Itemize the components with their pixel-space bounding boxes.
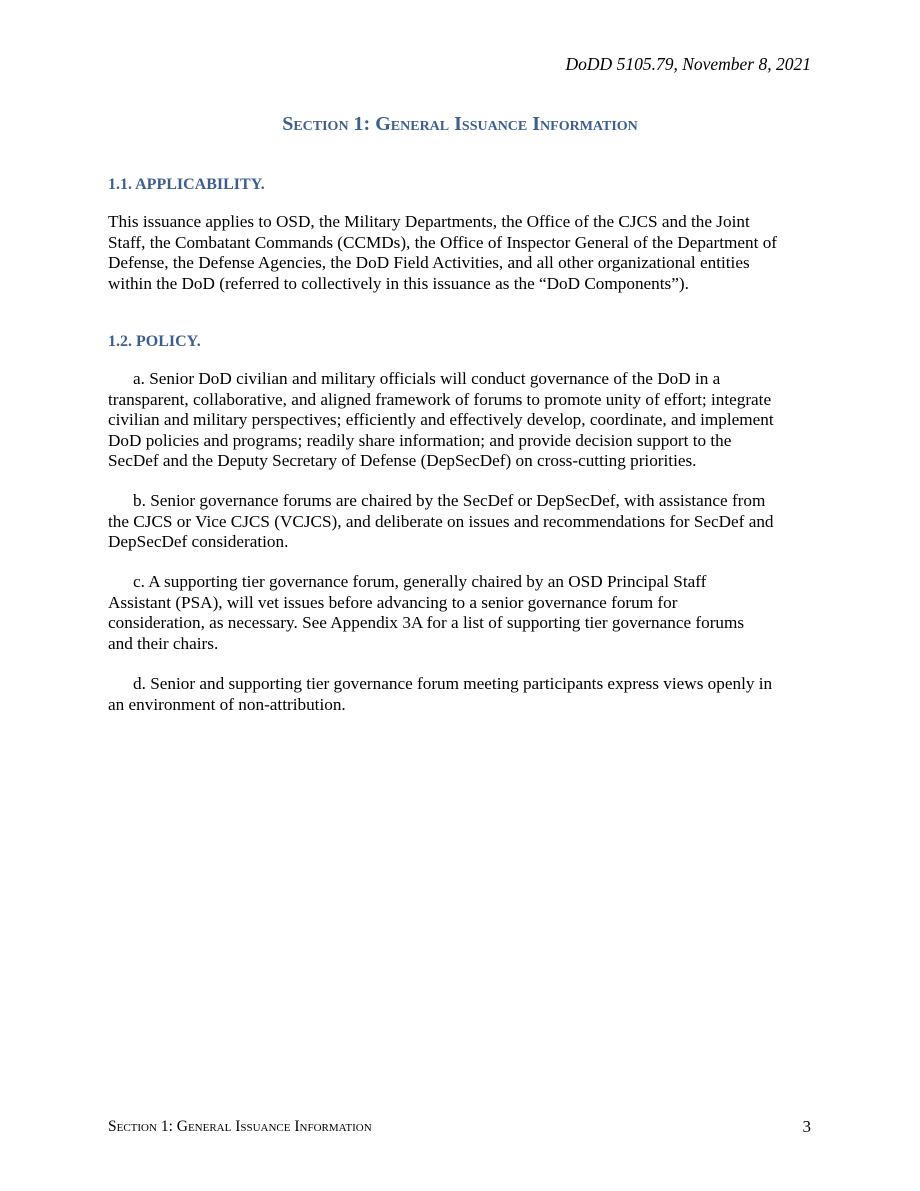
paragraph-line: and their chairs. bbox=[108, 633, 219, 653]
paragraph-line: transparent, collaborative, and aligned framework of forums to promote unity of effort; integrate bbox=[108, 389, 772, 409]
heading-policy: 1.2. POLICY. bbox=[108, 333, 201, 350]
paragraph-line: Assistant (PSA), will vet issues before advancing to a senior governance forum for bbox=[108, 592, 678, 612]
paragraph-line: DepSecDef consideration. bbox=[108, 532, 289, 552]
paragraph-policy-d bbox=[108, 674, 813, 715]
paragraph-line: consideration, as necessary. See Appendix 3A for a list of supporting tier governance forums bbox=[108, 613, 745, 633]
paragraph-line: This issuance applies to OSD, the Military Departments, the Office of the CJCS and the Joint bbox=[108, 212, 750, 231]
paragraph-policy-a bbox=[108, 369, 813, 472]
heading-applicability: 1.1. APPLICABILITY. bbox=[108, 176, 265, 193]
paragraph-policy-b bbox=[108, 491, 813, 553]
paragraph-line: SecDef and the Deputy Secretary of Defense (DepSecDef) on cross-cutting priorities. bbox=[108, 451, 697, 471]
paragraph-line: Defense, the Defense Agencies, the DoD Field Activities, and all other organizational entities bbox=[108, 253, 750, 273]
paragraph-line: DoD policies and programs; readily share information; and provide decision support to the bbox=[108, 430, 732, 450]
paragraph-line: Staff, the Combatant Commands (CCMDs), the Office of Inspector General of the Department of bbox=[108, 232, 778, 252]
paragraph-line: c. A supporting tier governance forum, generally chaired by an OSD Principal Staff bbox=[133, 572, 707, 591]
running-header: DoDD 5105.79, November 8, 2021 bbox=[565, 54, 811, 74]
paragraph-line: d. Senior and supporting tier governance forum meeting participants express views openly in bbox=[133, 674, 773, 693]
paragraph-policy-c bbox=[108, 572, 813, 654]
running-footer: Section 1: General Issuance Information bbox=[108, 1118, 372, 1135]
paragraph-applicability bbox=[108, 212, 813, 294]
paragraph-line: civilian and military perspectives; efficiently and effectively develop, coordinate, and implement bbox=[108, 410, 774, 430]
paragraph-line: b. Senior governance forums are chaired by the SecDef or DepSecDef, with assistance from bbox=[133, 491, 766, 510]
page-number: 3 bbox=[802, 1117, 811, 1136]
paragraph-line: within the DoD (referred to collectively in this issuance as the “DoD Components”). bbox=[108, 273, 689, 293]
paragraph-line: an environment of non-attribution. bbox=[108, 694, 346, 714]
section-title: Section 1: General Issuance Information bbox=[282, 113, 638, 135]
paragraph-line: a. Senior DoD civilian and military officials will conduct governance of the DoD in a bbox=[133, 369, 721, 388]
paragraph-line: the CJCS or Vice CJCS (VCJCS), and deliberate on issues and recommendations for SecDef and bbox=[108, 511, 774, 531]
